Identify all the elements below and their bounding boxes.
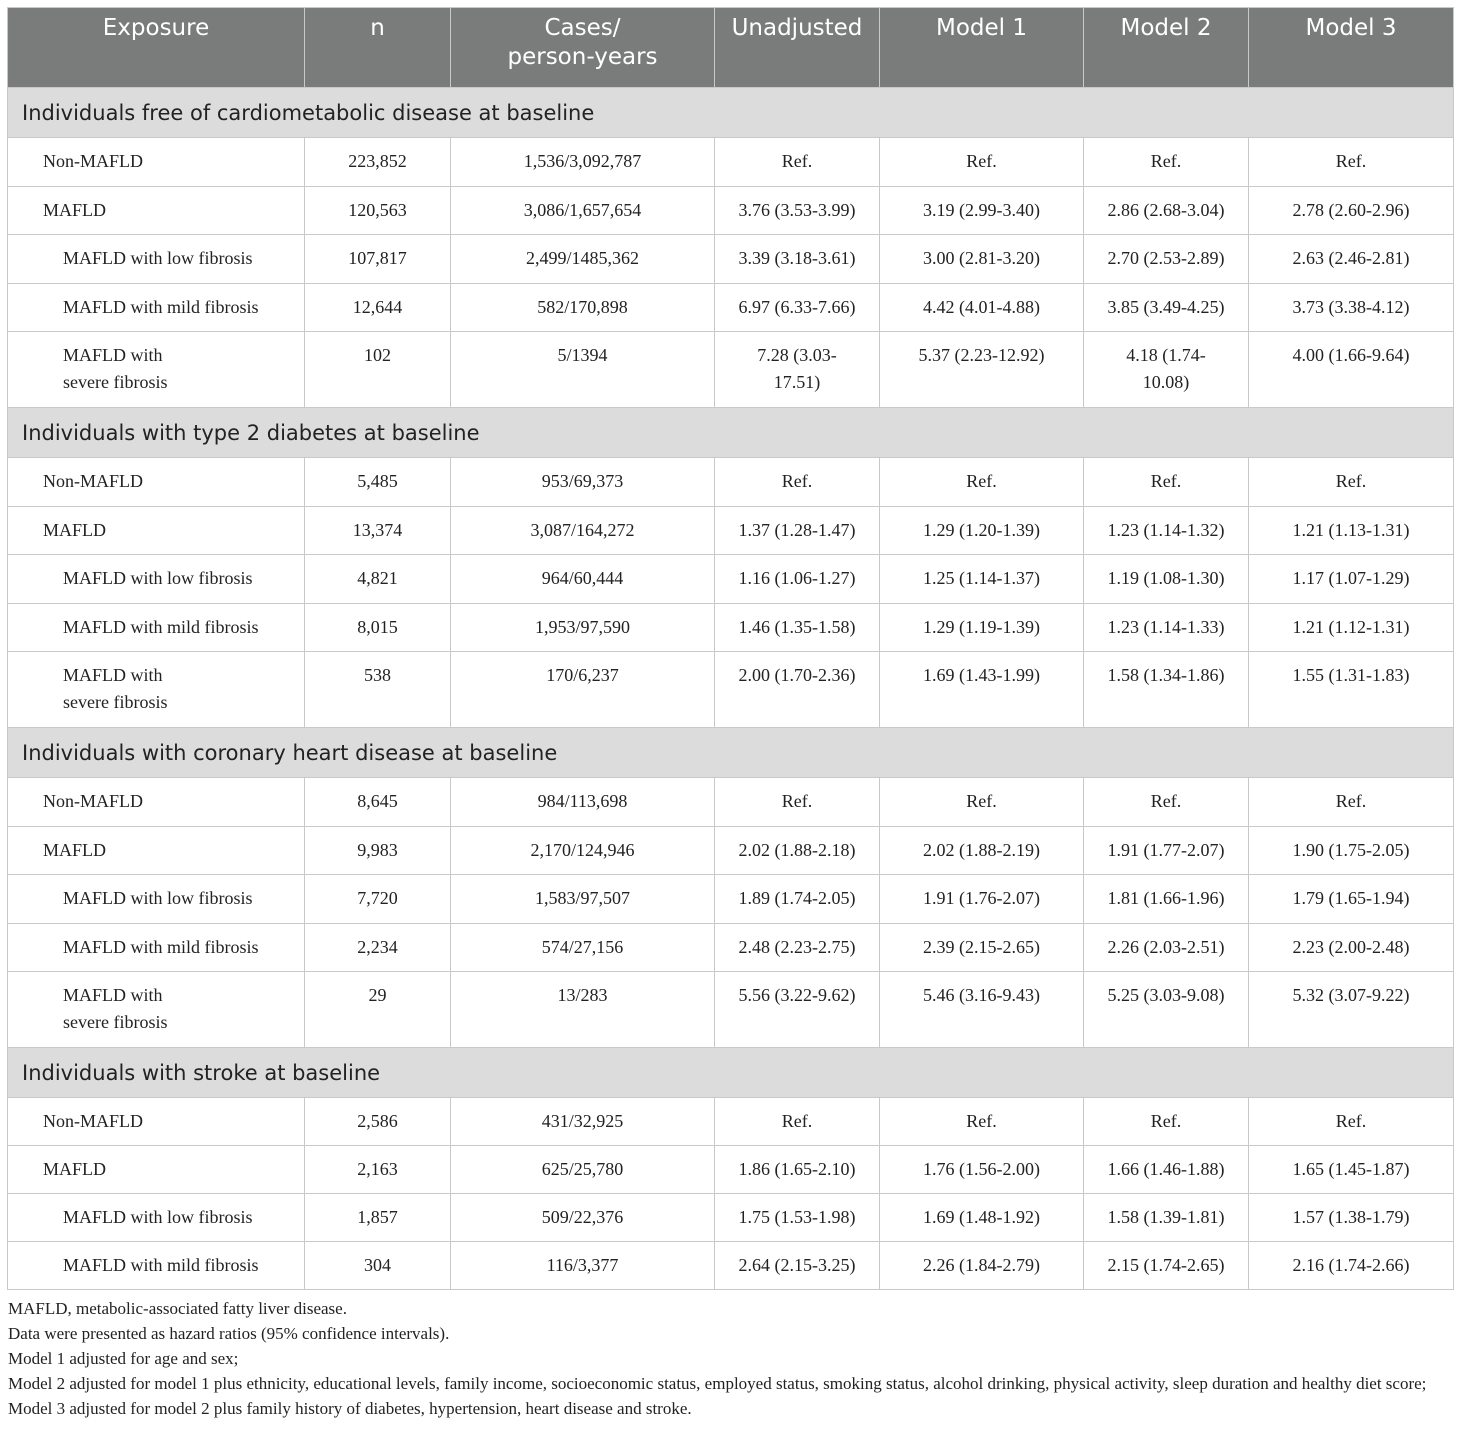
cell-cases: 509/22,376 <box>451 1194 715 1242</box>
table-row <box>8 778 1454 827</box>
cell-n: 9,983 <box>305 826 451 875</box>
cell-unadjusted: Ref. <box>715 458 880 507</box>
cell-exposure: MAFLD with mild fibrosis <box>8 603 305 652</box>
cell-model3: 2.78 (2.60-2.96) <box>1249 186 1454 235</box>
cell-n: 538 <box>305 652 451 728</box>
cell-model1: Ref. <box>880 138 1084 187</box>
cell-unadjusted: 2.00 (1.70-2.36) <box>715 652 880 728</box>
cell-cases: 574/27,156 <box>451 923 715 972</box>
table-row <box>8 283 1454 332</box>
cell-model2: 3.85 (3.49-4.25) <box>1084 283 1249 332</box>
cell-model2: Ref. <box>1084 778 1249 827</box>
cell-exposure: MAFLD with severe fibrosis <box>8 652 305 728</box>
cell-model2: 4.18 (1.74-10.08) <box>1084 332 1249 408</box>
section-row <box>8 408 1454 458</box>
table-row <box>8 186 1454 235</box>
table-row <box>8 1146 1454 1194</box>
cell-exposure: MAFLD with low fibrosis <box>8 1194 305 1242</box>
cell-cases: 1,583/97,507 <box>451 875 715 924</box>
cell-model3: 2.16 (1.74-2.66) <box>1249 1242 1454 1290</box>
cell-exposure: Non-MAFLD <box>8 138 305 187</box>
cell-cases: 3,087/164,272 <box>451 506 715 555</box>
cell-n: 120,563 <box>305 186 451 235</box>
cell-model3: 1.55 (1.31-1.83) <box>1249 652 1454 728</box>
table-header-row <box>8 8 1454 88</box>
table-row <box>8 458 1454 507</box>
cell-unadjusted: Ref. <box>715 1098 880 1146</box>
cell-model1: 1.69 (1.43-1.99) <box>880 652 1084 728</box>
cell-cases: 1,536/3,092,787 <box>451 138 715 187</box>
cell-model3: 2.63 (2.46-2.81) <box>1249 235 1454 284</box>
header-cases <box>451 8 715 88</box>
cell-model2: 1.19 (1.08-1.30) <box>1084 555 1249 604</box>
section-row <box>8 728 1454 778</box>
cell-exposure: MAFLD with mild fibrosis <box>8 923 305 972</box>
cell-cases: 984/113,698 <box>451 778 715 827</box>
cell-n: 12,644 <box>305 283 451 332</box>
cell-model1: Ref. <box>880 1098 1084 1146</box>
cell-model1: 3.00 (2.81-3.20) <box>880 235 1084 284</box>
table-row <box>8 923 1454 972</box>
cell-model1: 4.42 (4.01-4.88) <box>880 283 1084 332</box>
cell-model1: 1.29 (1.19-1.39) <box>880 603 1084 652</box>
cell-cases: 582/170,898 <box>451 283 715 332</box>
table-row <box>8 652 1454 728</box>
cell-unadjusted: Ref. <box>715 138 880 187</box>
cell-model2: Ref. <box>1084 458 1249 507</box>
cell-model2: 1.23 (1.14-1.32) <box>1084 506 1249 555</box>
cell-unadjusted: Ref. <box>715 778 880 827</box>
cell-model1: 2.26 (1.84-2.79) <box>880 1242 1084 1290</box>
cell-model3: 1.21 (1.13-1.31) <box>1249 506 1454 555</box>
cell-cases: 116/3,377 <box>451 1242 715 1290</box>
section-row <box>8 88 1454 138</box>
cell-n: 304 <box>305 1242 451 1290</box>
cell-exposure: MAFLD with severe fibrosis <box>8 972 305 1048</box>
cell-cases: 953/69,373 <box>451 458 715 507</box>
cell-model2: 5.25 (3.03-9.08) <box>1084 972 1249 1048</box>
cell-cases: 5/1394 <box>451 332 715 408</box>
cell-n: 8,645 <box>305 778 451 827</box>
cell-exposure: MAFLD <box>8 826 305 875</box>
table-row <box>8 506 1454 555</box>
cell-model2: 2.86 (2.68-3.04) <box>1084 186 1249 235</box>
cell-exposure: MAFLD with mild fibrosis <box>8 283 305 332</box>
cell-model3: 1.21 (1.12-1.31) <box>1249 603 1454 652</box>
cell-unadjusted: 1.75 (1.53-1.98) <box>715 1194 880 1242</box>
cell-unadjusted: 2.64 (2.15-3.25) <box>715 1242 880 1290</box>
cell-exposure: MAFLD <box>8 1146 305 1194</box>
cell-model2: 1.81 (1.66-1.96) <box>1084 875 1249 924</box>
cell-n: 107,817 <box>305 235 451 284</box>
cell-exposure: MAFLD with low fibrosis <box>8 875 305 924</box>
cell-cases: 13/283 <box>451 972 715 1048</box>
cell-exposure: MAFLD <box>8 506 305 555</box>
cell-cases: 431/32,925 <box>451 1098 715 1146</box>
table-row <box>8 603 1454 652</box>
hazard-ratio-table <box>7 7 1454 1290</box>
cell-unadjusted: 3.76 (3.53-3.99) <box>715 186 880 235</box>
cell-model3: Ref. <box>1249 778 1454 827</box>
cell-cases: 2,170/124,946 <box>451 826 715 875</box>
table-row <box>8 332 1454 408</box>
cell-exposure: Non-MAFLD <box>8 778 305 827</box>
section-row <box>8 1048 1454 1098</box>
cell-n: 2,163 <box>305 1146 451 1194</box>
cell-exposure: MAFLD with low fibrosis <box>8 235 305 284</box>
cell-exposure: Non-MAFLD <box>8 458 305 507</box>
footnote: Model 1 adjusted for age and sex; <box>8 1349 239 1368</box>
cell-n: 5,485 <box>305 458 451 507</box>
cell-unadjusted: 2.02 (1.88-2.18) <box>715 826 880 875</box>
table-row <box>8 555 1454 604</box>
cell-model3: Ref. <box>1249 1098 1454 1146</box>
cell-model1: 2.39 (2.15-2.65) <box>880 923 1084 972</box>
cell-model1: 1.76 (1.56-2.00) <box>880 1146 1084 1194</box>
cell-n: 8,015 <box>305 603 451 652</box>
cell-model2: 1.58 (1.39-1.81) <box>1084 1194 1249 1242</box>
cell-model3: 5.32 (3.07-9.22) <box>1249 972 1454 1048</box>
cell-unadjusted: 1.16 (1.06-1.27) <box>715 555 880 604</box>
cell-unadjusted: 2.48 (2.23-2.75) <box>715 923 880 972</box>
header-cases-line2: person-years <box>507 44 658 70</box>
cell-n: 29 <box>305 972 451 1048</box>
cell-model1: 5.37 (2.23-12.92) <box>880 332 1084 408</box>
section-title: Individuals with stroke at baseline <box>8 1048 1454 1098</box>
cell-n: 1,857 <box>305 1194 451 1242</box>
section-title: Individuals with type 2 diabetes at baseline <box>8 408 1454 458</box>
cell-model2: 2.70 (2.53-2.89) <box>1084 235 1249 284</box>
section-title: Individuals free of cardiometabolic disease at baseline <box>8 88 1454 138</box>
cell-cases: 3,086/1,657,654 <box>451 186 715 235</box>
header-exposure: Exposure <box>8 8 305 88</box>
cell-model3: 3.73 (3.38-4.12) <box>1249 283 1454 332</box>
cell-model1: 5.46 (3.16-9.43) <box>880 972 1084 1048</box>
header-model2: Model 2 <box>1084 8 1249 88</box>
cell-model2: 1.66 (1.46-1.88) <box>1084 1146 1249 1194</box>
cell-model1: 1.25 (1.14-1.37) <box>880 555 1084 604</box>
cell-model1: 1.91 (1.76-2.07) <box>880 875 1084 924</box>
cell-model3: 4.00 (1.66-9.64) <box>1249 332 1454 408</box>
cell-cases: 625/25,780 <box>451 1146 715 1194</box>
cell-unadjusted: 1.89 (1.74-2.05) <box>715 875 880 924</box>
cell-model3: Ref. <box>1249 458 1454 507</box>
cell-model3: 1.90 (1.75-2.05) <box>1249 826 1454 875</box>
cell-unadjusted: 6.97 (6.33-7.66) <box>715 283 880 332</box>
footnotes <box>8 1296 1456 1421</box>
cell-unadjusted: 1.86 (1.65-2.10) <box>715 1146 880 1194</box>
header-n: n <box>305 8 451 88</box>
footnote: Data were presented as hazard ratios (95% confidence intervals). <box>8 1324 450 1343</box>
table-row <box>8 972 1454 1048</box>
cell-model1: Ref. <box>880 458 1084 507</box>
cell-exposure: MAFLD with mild fibrosis <box>8 1242 305 1290</box>
footnote: Model 2 adjusted for model 1 plus ethnicity, educational levels, family income, socioeconomic status, employed status, smoking status, alcohol drinking, physical activity, sleep duration and healthy diet score; <box>8 1374 1427 1393</box>
table-row <box>8 826 1454 875</box>
table-row <box>8 1242 1454 1290</box>
cell-model3: 1.79 (1.65-1.94) <box>1249 875 1454 924</box>
cell-unadjusted: 5.56 (3.22-9.62) <box>715 972 880 1048</box>
cell-model2: 2.15 (1.74-2.65) <box>1084 1242 1249 1290</box>
table-row <box>8 875 1454 924</box>
cell-model2: 2.26 (2.03-2.51) <box>1084 923 1249 972</box>
cell-n: 13,374 <box>305 506 451 555</box>
cell-n: 2,234 <box>305 923 451 972</box>
cell-model1: Ref. <box>880 778 1084 827</box>
table-row <box>8 235 1454 284</box>
cell-cases: 170/6,237 <box>451 652 715 728</box>
cell-cases: 1,953/97,590 <box>451 603 715 652</box>
table-row <box>8 1194 1454 1242</box>
cell-n: 2,586 <box>305 1098 451 1146</box>
cell-model2: 1.58 (1.34-1.86) <box>1084 652 1249 728</box>
cell-model1: 1.29 (1.20-1.39) <box>880 506 1084 555</box>
header-cases-line1: Cases/ <box>544 15 621 41</box>
header-unadjusted: Unadjusted <box>715 8 880 88</box>
table-row <box>8 1098 1454 1146</box>
cell-exposure: MAFLD <box>8 186 305 235</box>
cell-unadjusted: 3.39 (3.18-3.61) <box>715 235 880 284</box>
cell-n: 7,720 <box>305 875 451 924</box>
cell-model3: Ref. <box>1249 138 1454 187</box>
cell-model2: 1.23 (1.14-1.33) <box>1084 603 1249 652</box>
cell-n: 4,821 <box>305 555 451 604</box>
cell-model3: 2.23 (2.00-2.48) <box>1249 923 1454 972</box>
cell-exposure: MAFLD with severe fibrosis <box>8 332 305 408</box>
cell-model3: 1.17 (1.07-1.29) <box>1249 555 1454 604</box>
table-row <box>8 138 1454 187</box>
cell-exposure: Non-MAFLD <box>8 1098 305 1146</box>
cell-unadjusted: 1.46 (1.35-1.58) <box>715 603 880 652</box>
cell-cases: 2,499/1485,362 <box>451 235 715 284</box>
cell-model1: 2.02 (1.88-2.19) <box>880 826 1084 875</box>
header-model1: Model 1 <box>880 8 1084 88</box>
cell-n: 223,852 <box>305 138 451 187</box>
cell-unadjusted: 1.37 (1.28-1.47) <box>715 506 880 555</box>
cell-cases: 964/60,444 <box>451 555 715 604</box>
section-title: Individuals with coronary heart disease at baseline <box>8 728 1454 778</box>
cell-unadjusted: 7.28 (3.03-17.51) <box>715 332 880 408</box>
cell-model3: 1.57 (1.38-1.79) <box>1249 1194 1454 1242</box>
footnote: MAFLD, metabolic-associated fatty liver disease. <box>8 1299 347 1318</box>
cell-exposure: MAFLD with low fibrosis <box>8 555 305 604</box>
header-model3: Model 3 <box>1249 8 1454 88</box>
cell-model2: Ref. <box>1084 1098 1249 1146</box>
footnote: Model 3 adjusted for model 2 plus family history of diabetes, hypertension, heart disease and stroke. <box>8 1399 692 1418</box>
cell-model2: Ref. <box>1084 138 1249 187</box>
cell-model1: 1.69 (1.48-1.92) <box>880 1194 1084 1242</box>
cell-model2: 1.91 (1.77-2.07) <box>1084 826 1249 875</box>
cell-model3: 1.65 (1.45-1.87) <box>1249 1146 1454 1194</box>
cell-model1: 3.19 (2.99-3.40) <box>880 186 1084 235</box>
cell-n: 102 <box>305 332 451 408</box>
